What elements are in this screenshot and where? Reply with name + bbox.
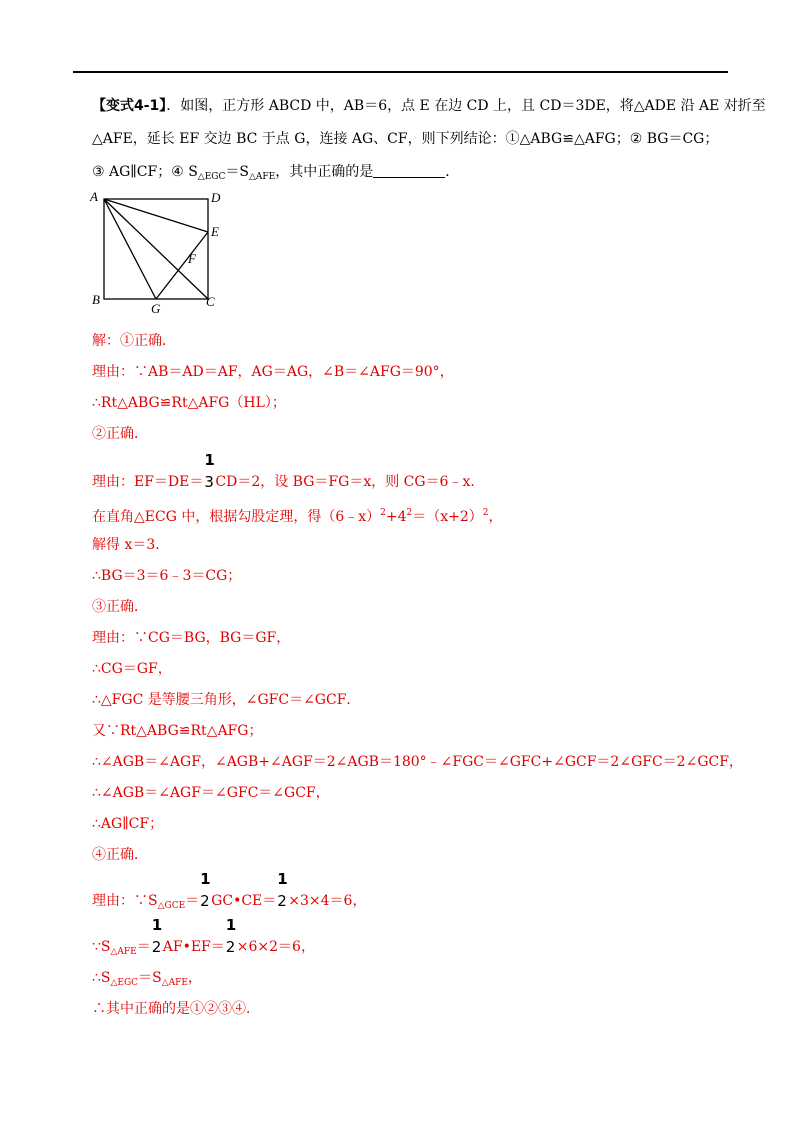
solution-line-21: ∴其中正确的是①②③④． xyxy=(92,1001,260,1017)
label-a: A xyxy=(90,189,98,204)
label-f: F xyxy=(188,251,196,266)
geometry-figure xyxy=(88,188,228,316)
solution-line-12: ∴△FGC 是等腰三角形，∠GFC＝∠GCF． xyxy=(92,692,361,708)
solution-line-18: 理由：$\because S_{\triangle GCE}=$ 1 2 GC•CE＝ 1 2 ×3×4＝6， xyxy=(92,870,367,911)
question-tag: 【变式4-1】 xyxy=(92,98,167,114)
question-line-2: △AFE，延长 EF 交边 BC 于点 G，连接 AG、CF，则下列结论：①△ABG≌△AFG；② BG＝CG； xyxy=(92,131,719,147)
solution-line-20: $\therefore S_{\triangle EGC}=S_{\triangle AFE}$， xyxy=(92,970,202,988)
solution-line-2: 理由：∵AB＝AD＝AF，AG＝AG，∠B＝∠AFG＝90°， xyxy=(92,364,454,380)
label-b: B xyxy=(92,292,100,307)
fraction-one-third: 1 3 xyxy=(204,451,215,491)
fraction-one-half: 1 2 xyxy=(277,870,288,910)
solution-line-19: $\because S_{\triangle AFE}=$ 1 2 AF•EF＝ 1 2 ×6×2＝6， xyxy=(92,916,315,957)
solution-line-3: ∴Rt△ABG≌Rt△AFG（HL）； xyxy=(92,395,286,411)
header-rule xyxy=(73,71,728,73)
fraction-one-half: 1 2 xyxy=(200,870,211,910)
fraction-one-half: 1 2 xyxy=(225,916,237,956)
solution-line-14: ∴∠AGB＝∠AGF，∠AGB+∠AGF＝2∠AGB＝180°﹣∠FGC＝∠GFC+∠GCF＝2∠GFC＝2∠GCF， xyxy=(92,754,743,770)
solution-line-8: ∴BG＝3＝6﹣3＝CG； xyxy=(92,568,242,584)
segment-ac xyxy=(104,199,208,299)
answer-blank xyxy=(373,163,445,178)
segment-ae xyxy=(104,199,208,232)
solution-line-7: 解得 x＝3． xyxy=(92,537,170,553)
solution-line-5: 理由：EF＝DE＝ 1 3 CD＝2，设 BG＝FG＝x，则 CG＝6﹣x． xyxy=(92,451,485,491)
solution-line-15: ∴∠AGB＝∠AGF＝∠GFC＝∠GCF， xyxy=(92,785,330,801)
solution-line-6: 在直角△ECG 中，根据勾股定理，得$(6﹣x)^2+4^2=(x+2)^2$， xyxy=(92,508,503,525)
segment-ag xyxy=(104,199,156,299)
question-line-1: 【变式4-1】．如图，正方形 ABCD 中，AB＝6，点 E 在边 CD 上，且 CD＝3DE，将△ADE 沿 AE 对折至 xyxy=(92,98,766,114)
label-c: C xyxy=(206,294,215,309)
solution-line-13: 又∵Rt△ABG≌Rt△AFG； xyxy=(92,723,263,739)
label-d: D xyxy=(211,190,221,205)
solution-line-10: 理由：∵CG＝BG，BG＝GF， xyxy=(92,630,291,646)
question-line-3: ③ AG∥CF；④ $S_{\triangle EGC}=S_{\triangle AFE}$，其中正确的是 ． xyxy=(92,164,460,182)
solution-line-16: ∴AG∥CF； xyxy=(92,816,164,832)
solution-line-1: 解：①正确． xyxy=(92,333,176,349)
solution-line-11: ∴CG＝GF， xyxy=(92,661,172,677)
segment-eg xyxy=(156,232,208,299)
fraction-one-half: 1 2 xyxy=(151,916,163,956)
label-g: G xyxy=(151,301,161,316)
label-e: E xyxy=(211,224,219,239)
solution-line-4: ②正确． xyxy=(92,426,148,442)
solution-line-17: ④正确． xyxy=(92,847,148,863)
solution-line-9: ③正确． xyxy=(92,599,148,615)
